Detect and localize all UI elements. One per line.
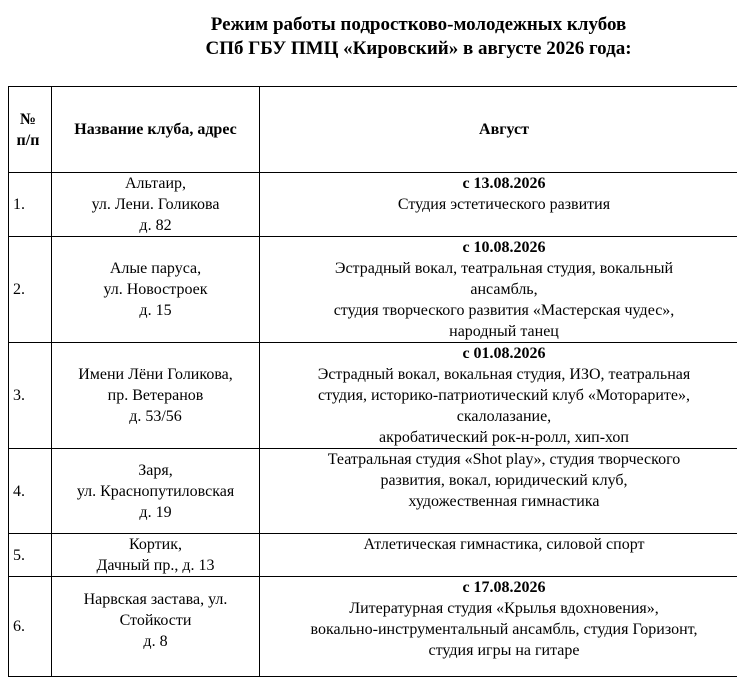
title-line-1: Режим работы подростково-молодежных клубов [0, 13, 737, 37]
schedule-cell: с 10.08.2026 Эстрадный вокал, театральная студия, вокальный ансамбль, студия творческого развития «Мастерская чудес», народный танец [260, 237, 737, 343]
club-cell: Заря, ул. Краснопутиловская д. 19 [52, 449, 260, 534]
row-number: 6. [9, 577, 52, 677]
table-row [9, 534, 737, 577]
club-cell: Альтаир, ул. Лени. Голикова д. 82 [52, 173, 260, 237]
table-row [9, 237, 737, 343]
header-month: Август [260, 87, 737, 173]
start-date: с 01.08.2026 [264, 343, 737, 364]
start-date: с 10.08.2026 [264, 237, 737, 258]
schedule-cell: Театральная студия «Shot play», студия творческого развития, вокал, юридический клуб, художественная гимнастика [260, 449, 737, 534]
club-cell: Имени Лёни Голикова, пр. Ветеранов д. 53/56 [52, 343, 260, 449]
schedule-cell: с 13.08.2026 Студия эстетического развития [260, 173, 737, 237]
club-cell: Алые паруса, ул. Новостроек д. 15 [52, 237, 260, 343]
schedule-table [8, 86, 737, 677]
table-row [9, 449, 737, 534]
schedule-cell: с 17.08.2026 Литературная студия «Крылья вдохновения», вокально-инструментальный ансамбль, студия Горизонт, студия игры на гитаре [260, 577, 737, 677]
header-club: Название клуба, адрес [52, 87, 260, 173]
header-number: № п/п [9, 87, 52, 173]
table-row [9, 577, 737, 677]
start-date: с 13.08.2026 [264, 173, 737, 194]
club-cell: Нарвская застава, ул. Стойкости д. 8 [52, 577, 260, 677]
row-number: 2. [9, 237, 52, 343]
row-number: 5. [9, 534, 52, 577]
row-number: 4. [9, 449, 52, 534]
row-number: 1. [9, 173, 52, 237]
table-row [9, 343, 737, 449]
title-line-2: СПб ГБУ ПМЦ «Кировский» в августе 2026 года: [0, 37, 737, 61]
schedule-cell: с 01.08.2026 Эстрадный вокал, вокальная студия, ИЗО, театральная студия, историко-патриотический клуб «Моторарите», скалолазание, акробатический рок-н-ролл, хип-хоп [260, 343, 737, 449]
table-row [9, 173, 737, 237]
row-number: 3. [9, 343, 52, 449]
document-title [0, 13, 737, 61]
schedule-cell: Атлетическая гимнастика, силовой спорт [260, 534, 737, 577]
club-cell: Кортик, Дачный пр., д. 13 [52, 534, 260, 577]
table-header-row [9, 87, 737, 173]
start-date: с 17.08.2026 [264, 577, 737, 598]
